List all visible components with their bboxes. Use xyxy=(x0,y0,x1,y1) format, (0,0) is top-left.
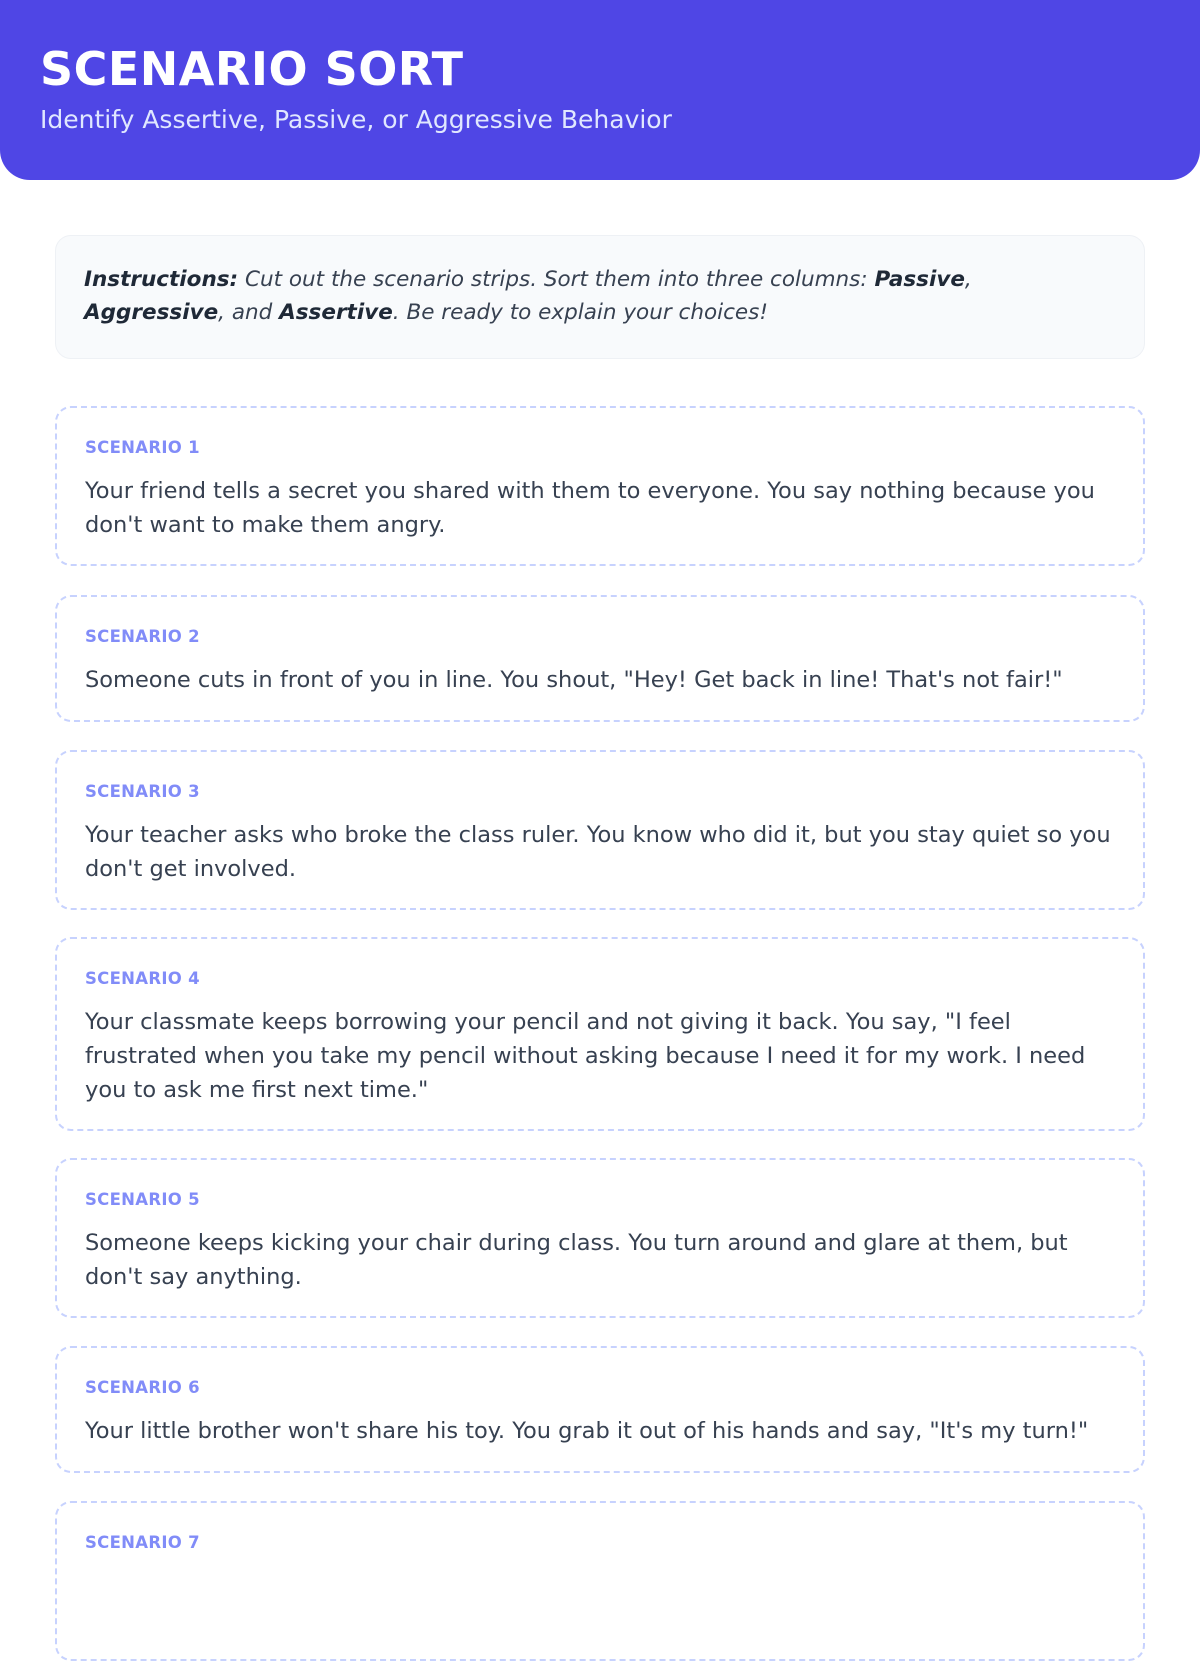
scenario-text: Someone cuts in front of you in line. You shout, "Hey! Get back in line! That's not fair!" xyxy=(85,667,1063,693)
page-title: SCENARIO SORT xyxy=(40,42,464,96)
scenario-label: SCENARIO 2 xyxy=(85,627,200,646)
page-subtitle: Identify Assertive, Passive, or Aggressive Behavior xyxy=(40,105,672,134)
scenario-card-3 xyxy=(55,750,1145,910)
scenario-label: SCENARIO 3 xyxy=(85,782,200,801)
instructions-text: Cut out the scenario strips. Sort them into three columns: xyxy=(238,267,875,292)
scenario-text: Your little brother won't share his toy. You grab it out of his hands and say, "It's my turn!" xyxy=(85,1418,1089,1444)
instructions-separator: , xyxy=(964,267,972,292)
scenario-card-4 xyxy=(55,937,1145,1131)
scenario-label: SCENARIO 6 xyxy=(85,1378,200,1397)
scenario-card-2 xyxy=(55,595,1145,722)
scenario-card-7 xyxy=(55,1501,1145,1661)
scenario-card-1 xyxy=(55,406,1145,566)
scenario-label: SCENARIO 7 xyxy=(85,1533,200,1552)
instructions-box xyxy=(55,235,1145,359)
scenario-card-6 xyxy=(55,1346,1145,1473)
instructions-text: . Be ready to explain your choices! xyxy=(392,300,768,325)
category-aggressive: Aggressive xyxy=(84,300,219,325)
scenario-text: Someone keeps kicking your chair during class. You turn around and glare at them, but don't say anything. xyxy=(85,1230,1068,1290)
instructions-label: Instructions: xyxy=(84,267,239,292)
scenario-card-5 xyxy=(55,1158,1145,1318)
category-assertive: Assertive xyxy=(279,300,393,325)
scenario-label: SCENARIO 4 xyxy=(85,969,200,988)
scenario-text: Your classmate keeps borrowing your pencil and not giving it back. You say, "I feel frustrated when you take my pencil without asking because I need it for my work. I need you to ask me first next time." xyxy=(85,1009,1086,1103)
instructions-separator: , and xyxy=(218,300,280,325)
scenario-label: SCENARIO 1 xyxy=(85,438,200,457)
category-passive: Passive xyxy=(874,267,965,292)
scenario-label: SCENARIO 5 xyxy=(85,1190,200,1209)
scenario-text: Your friend tells a secret you shared with them to everyone. You say nothing because you don't want to make them angry. xyxy=(85,478,1095,538)
page-header xyxy=(0,0,1200,180)
scenario-text: Your teacher asks who broke the class ruler. You know who did it, but you stay quiet so you don't get involved. xyxy=(85,822,1111,882)
